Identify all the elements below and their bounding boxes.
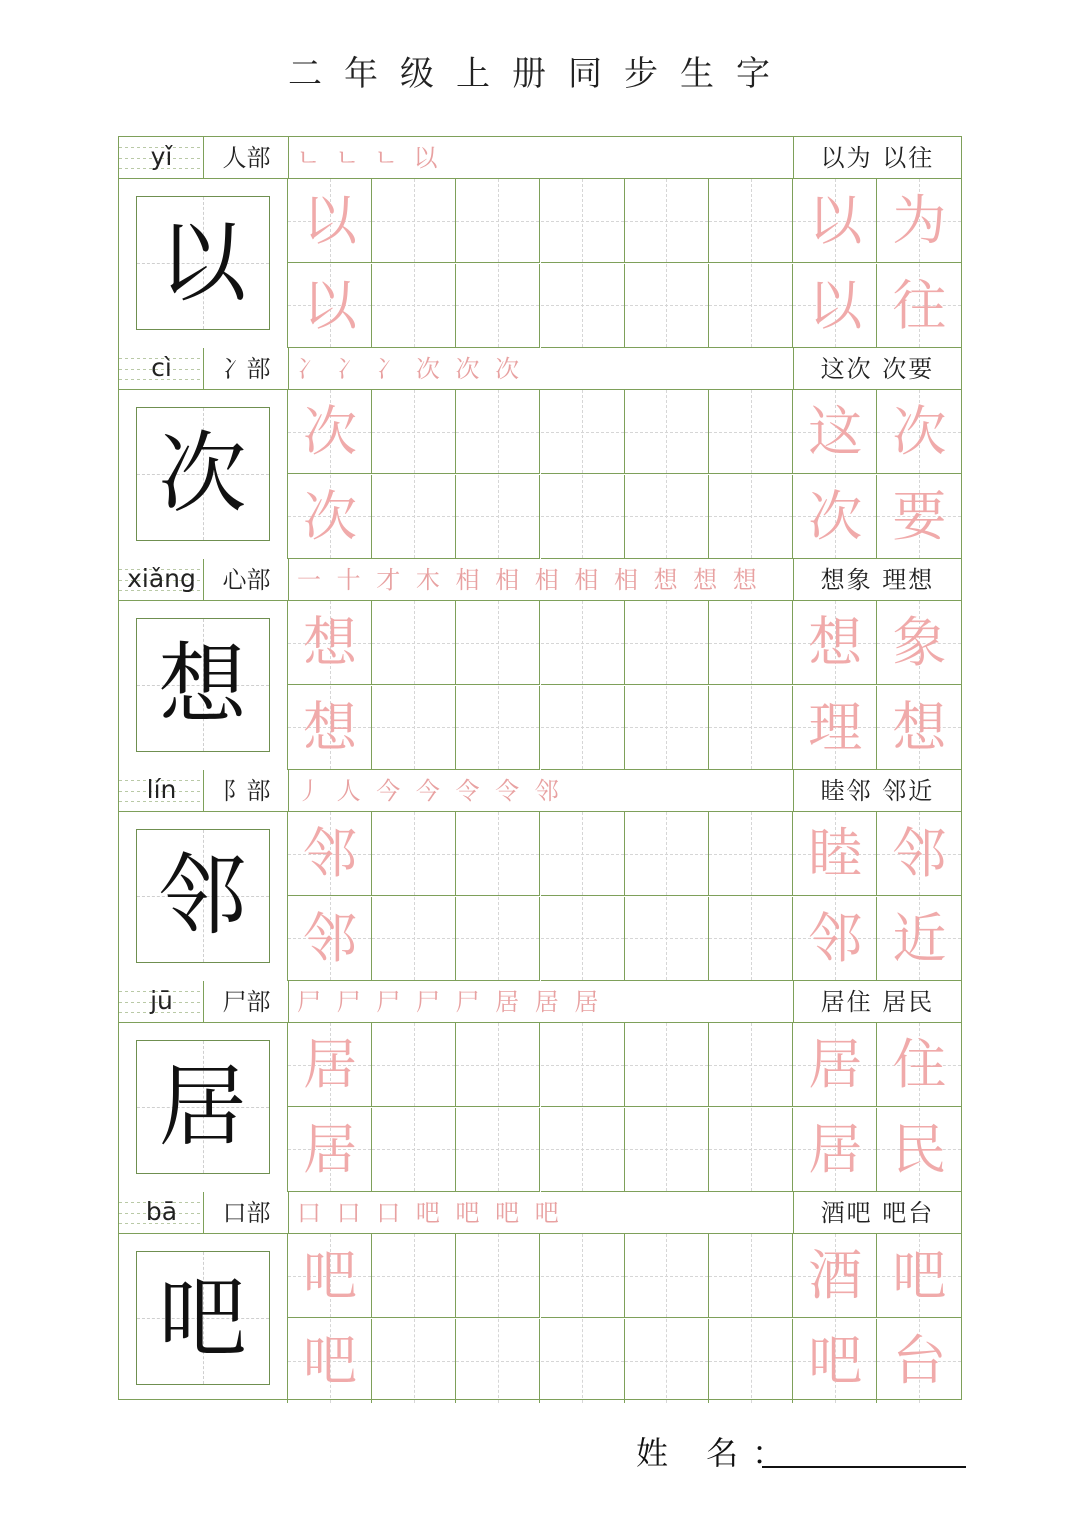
practice-cell[interactable]: [372, 686, 456, 770]
practice-cell[interactable]: [625, 601, 709, 685]
trace-char: 次: [303, 400, 357, 463]
practice-cell[interactable]: [709, 1234, 793, 1318]
stroke-order: 尸 尸 尸 尸 尸 居 居 居: [297, 988, 603, 1016]
example-words: 酒吧 吧台: [793, 1192, 961, 1234]
radical: 尸部: [205, 981, 289, 1023]
practice-cell[interactable]: [541, 390, 625, 474]
example-words: 睦邻 邻近: [793, 770, 961, 812]
practice-cell[interactable]: [372, 1234, 456, 1318]
trace-word-char: 想: [892, 695, 947, 759]
pinyin: yǐ: [150, 142, 173, 171]
practice-cell[interactable]: [456, 601, 540, 685]
practice-cell[interactable]: [541, 686, 625, 770]
trace-word-char: 近: [892, 906, 947, 970]
info-row: [119, 981, 961, 1023]
practice-cell[interactable]: [625, 179, 709, 263]
practice-cell[interactable]: [625, 686, 709, 770]
practice-cell[interactable]: [793, 390, 877, 474]
practice-cell[interactable]: [372, 475, 456, 559]
pinyin: cì: [151, 353, 172, 382]
practice-cell[interactable]: [709, 179, 793, 263]
practice-cell[interactable]: [793, 475, 877, 559]
practice-cell[interactable]: [625, 812, 709, 896]
practice-cell[interactable]: [877, 1234, 961, 1318]
practice-cell[interactable]: [793, 812, 877, 896]
name-label: 姓 名：: [636, 1434, 799, 1472]
stroke-order: 口 口 口 吧 吧 吧 吧: [297, 1199, 563, 1227]
practice-cell[interactable]: [456, 264, 540, 348]
practice-cell[interactable]: [456, 179, 540, 263]
practice-grid: [288, 179, 961, 348]
big-character: 吧: [158, 1266, 247, 1369]
practice-cell[interactable]: [877, 686, 961, 770]
pinyin: lín: [146, 775, 177, 804]
pinyin-cell: [119, 1192, 204, 1234]
practice-cell[interactable]: [625, 1108, 709, 1192]
practice-cell[interactable]: [456, 812, 540, 896]
trace-char: 次: [303, 484, 357, 548]
pinyin-cell: [119, 981, 204, 1023]
practice-cell[interactable]: [709, 1108, 793, 1192]
practice-cell[interactable]: [877, 897, 961, 981]
practice-cell[interactable]: [625, 475, 709, 559]
practice-grid: [288, 601, 961, 770]
pinyin-cell: [119, 770, 204, 812]
pinyin: xiǎng: [127, 564, 196, 593]
radical: 人部: [205, 137, 289, 179]
practice-cell[interactable]: [372, 601, 456, 685]
trace-word-char: 酒: [808, 1244, 863, 1307]
example-words: 以为 以往: [793, 137, 961, 179]
trace-word-char: 邻: [892, 822, 947, 885]
main-char-cell: [119, 601, 288, 770]
pinyin-cell: [119, 137, 204, 179]
practice-cell[interactable]: [625, 390, 709, 474]
trace-word-char: 台: [892, 1328, 947, 1392]
practice-cell[interactable]: [541, 601, 625, 685]
practice-cell[interactable]: [456, 390, 540, 474]
trace-word-char: 这: [808, 400, 863, 463]
character-block: [119, 770, 961, 981]
practice-cell[interactable]: [288, 897, 372, 981]
practice-cell[interactable]: [456, 1319, 540, 1403]
info-row: [119, 770, 961, 812]
stroke-order: 冫 冫 冫 次 次 次: [297, 355, 524, 383]
radical: 阝部: [205, 770, 289, 812]
practice-cell[interactable]: [288, 390, 372, 474]
character-block: [119, 137, 961, 348]
pinyin: jū: [150, 986, 173, 1015]
practice-cell[interactable]: [541, 812, 625, 896]
trace-word-char: 睦: [808, 822, 863, 885]
practice-cell[interactable]: [709, 1319, 793, 1403]
big-character: 以: [158, 211, 247, 314]
main-char-cell: [119, 1023, 288, 1192]
char-box: [136, 829, 270, 963]
practice-cell[interactable]: [456, 1023, 540, 1107]
main-char-cell: [119, 1234, 288, 1403]
practice-sheet: [118, 136, 962, 1400]
practice-cell[interactable]: [288, 1319, 372, 1403]
big-character: 次: [158, 422, 247, 525]
stroke-order: 丿 人 今 今 令 令 邻: [297, 777, 563, 805]
page-title: 二年级上册同步生字: [288, 54, 792, 94]
big-character: 居: [158, 1055, 247, 1158]
practice-cell[interactable]: [541, 475, 625, 559]
practice-cell[interactable]: [793, 264, 877, 348]
practice-cell[interactable]: [541, 1234, 625, 1318]
trace-char: 以: [303, 273, 357, 337]
big-character: 邻: [158, 844, 247, 947]
practice-cell[interactable]: [541, 1319, 625, 1403]
trace-char: 吧: [303, 1244, 357, 1307]
trace-char: 吧: [303, 1328, 357, 1392]
practice-cell[interactable]: [288, 601, 372, 685]
practice-cell[interactable]: [709, 1023, 793, 1107]
practice-cell[interactable]: [793, 601, 877, 685]
practice-cell[interactable]: [709, 390, 793, 474]
practice-cell[interactable]: [288, 475, 372, 559]
practice-cell[interactable]: [625, 1023, 709, 1107]
trace-word-char: 邻: [808, 906, 863, 970]
trace-word-char: 次: [808, 484, 863, 548]
practice-cell[interactable]: [877, 601, 961, 685]
practice-cell[interactable]: [793, 179, 877, 263]
practice-cell[interactable]: [709, 897, 793, 981]
trace-word-char: 要: [892, 484, 947, 548]
info-row: [119, 137, 961, 179]
pinyin-cell: [119, 559, 204, 601]
stroke-order: 一 十 才 木 相 相 相 相 相 想 想 想: [297, 566, 761, 594]
info-row: [119, 559, 961, 601]
radical: 心部: [205, 559, 289, 601]
big-character: 想: [158, 633, 247, 736]
practice-cell[interactable]: [793, 1108, 877, 1192]
trace-char: 想: [303, 695, 357, 759]
trace-word-char: 以: [808, 189, 863, 252]
practice-grid: [288, 1023, 961, 1192]
main-char-cell: [119, 179, 288, 348]
trace-word-char: 民: [892, 1117, 947, 1181]
practice-cell[interactable]: [541, 1023, 625, 1107]
name-field[interactable]: [762, 1466, 966, 1468]
main-char-cell: [119, 812, 288, 981]
trace-word-char: 居: [808, 1033, 863, 1096]
practice-cell[interactable]: [793, 1234, 877, 1318]
char-box: [136, 618, 270, 752]
practice-cell[interactable]: [877, 1319, 961, 1403]
practice-cell[interactable]: [541, 1108, 625, 1192]
pinyin-cell: [119, 348, 204, 390]
trace-word-char: 居: [808, 1117, 863, 1181]
practice-cell[interactable]: [456, 475, 540, 559]
practice-cell[interactable]: [372, 812, 456, 896]
practice-cell[interactable]: [541, 264, 625, 348]
practice-cell[interactable]: [372, 1023, 456, 1107]
practice-cell[interactable]: [877, 264, 961, 348]
practice-cell[interactable]: [456, 1234, 540, 1318]
practice-cell[interactable]: [709, 475, 793, 559]
practice-cell[interactable]: [877, 390, 961, 474]
example-words: 这次 次要: [793, 348, 961, 390]
info-row: [119, 348, 961, 390]
trace-word-char: 往: [892, 273, 947, 337]
practice-cell[interactable]: [709, 686, 793, 770]
practice-cell[interactable]: [709, 264, 793, 348]
practice-cell[interactable]: [288, 686, 372, 770]
practice-cell[interactable]: [456, 1108, 540, 1192]
practice-cell[interactable]: [793, 897, 877, 981]
char-box: [136, 407, 270, 541]
character-block: [119, 981, 961, 1192]
trace-word-char: 吧: [892, 1244, 947, 1307]
trace-char: 邻: [303, 822, 357, 885]
trace-word-char: 理: [808, 695, 863, 759]
info-row: [119, 1192, 961, 1234]
trace-char: 居: [303, 1117, 357, 1181]
trace-word-char: 次: [892, 400, 947, 463]
practice-cell[interactable]: [288, 1023, 372, 1107]
practice-cell[interactable]: [877, 475, 961, 559]
trace-word-char: 为: [892, 189, 947, 252]
practice-cell[interactable]: [372, 390, 456, 474]
practice-cell[interactable]: [288, 812, 372, 896]
trace-word-char: 象: [892, 611, 947, 674]
practice-cell[interactable]: [456, 897, 540, 981]
trace-char: 居: [303, 1033, 357, 1096]
practice-cell[interactable]: [456, 686, 540, 770]
practice-cell[interactable]: [877, 1108, 961, 1192]
practice-cell[interactable]: [709, 812, 793, 896]
practice-cell[interactable]: [541, 179, 625, 263]
main-char-cell: [119, 390, 288, 559]
trace-word-char: 想: [808, 611, 863, 674]
char-box: [136, 196, 270, 330]
practice-cell[interactable]: [372, 1108, 456, 1192]
practice-cell[interactable]: [288, 1108, 372, 1192]
practice-cell[interactable]: [288, 179, 372, 263]
char-box: [136, 1251, 270, 1385]
trace-char: 以: [303, 189, 357, 252]
trace-char: 邻: [303, 906, 357, 970]
example-words: 想象 理想: [793, 559, 961, 601]
practice-cell[interactable]: [372, 897, 456, 981]
trace-word-char: 吧: [808, 1328, 863, 1392]
practice-cell[interactable]: [541, 897, 625, 981]
practice-cell[interactable]: [793, 1319, 877, 1403]
practice-grid: [288, 1234, 961, 1403]
practice-cell[interactable]: [372, 264, 456, 348]
practice-cell[interactable]: [625, 1319, 709, 1403]
practice-cell[interactable]: [877, 1023, 961, 1107]
practice-grid: [288, 812, 961, 981]
practice-cell[interactable]: [625, 264, 709, 348]
practice-cell[interactable]: [372, 1319, 456, 1403]
practice-cell[interactable]: [877, 179, 961, 263]
practice-cell[interactable]: [877, 812, 961, 896]
practice-cell[interactable]: [625, 1234, 709, 1318]
example-words: 居住 居民: [793, 981, 961, 1023]
pinyin: bā: [145, 1197, 178, 1226]
practice-cell[interactable]: [372, 179, 456, 263]
stroke-order: ㄴ ㄴ ㄴ 以: [297, 144, 442, 172]
practice-cell[interactable]: [288, 264, 372, 348]
practice-cell[interactable]: [288, 1234, 372, 1318]
practice-cell[interactable]: [625, 897, 709, 981]
practice-cell[interactable]: [793, 1023, 877, 1107]
trace-char: 想: [303, 611, 357, 674]
trace-word-char: 以: [808, 273, 863, 337]
radical: 冫部: [205, 348, 289, 390]
character-block: [119, 1192, 961, 1403]
character-block: [119, 348, 961, 559]
radical: 口部: [205, 1192, 289, 1234]
practice-cell[interactable]: [793, 686, 877, 770]
char-box: [136, 1040, 270, 1174]
trace-word-char: 住: [892, 1033, 947, 1096]
character-block: [119, 559, 961, 770]
practice-grid: [288, 390, 961, 559]
practice-cell[interactable]: [709, 601, 793, 685]
